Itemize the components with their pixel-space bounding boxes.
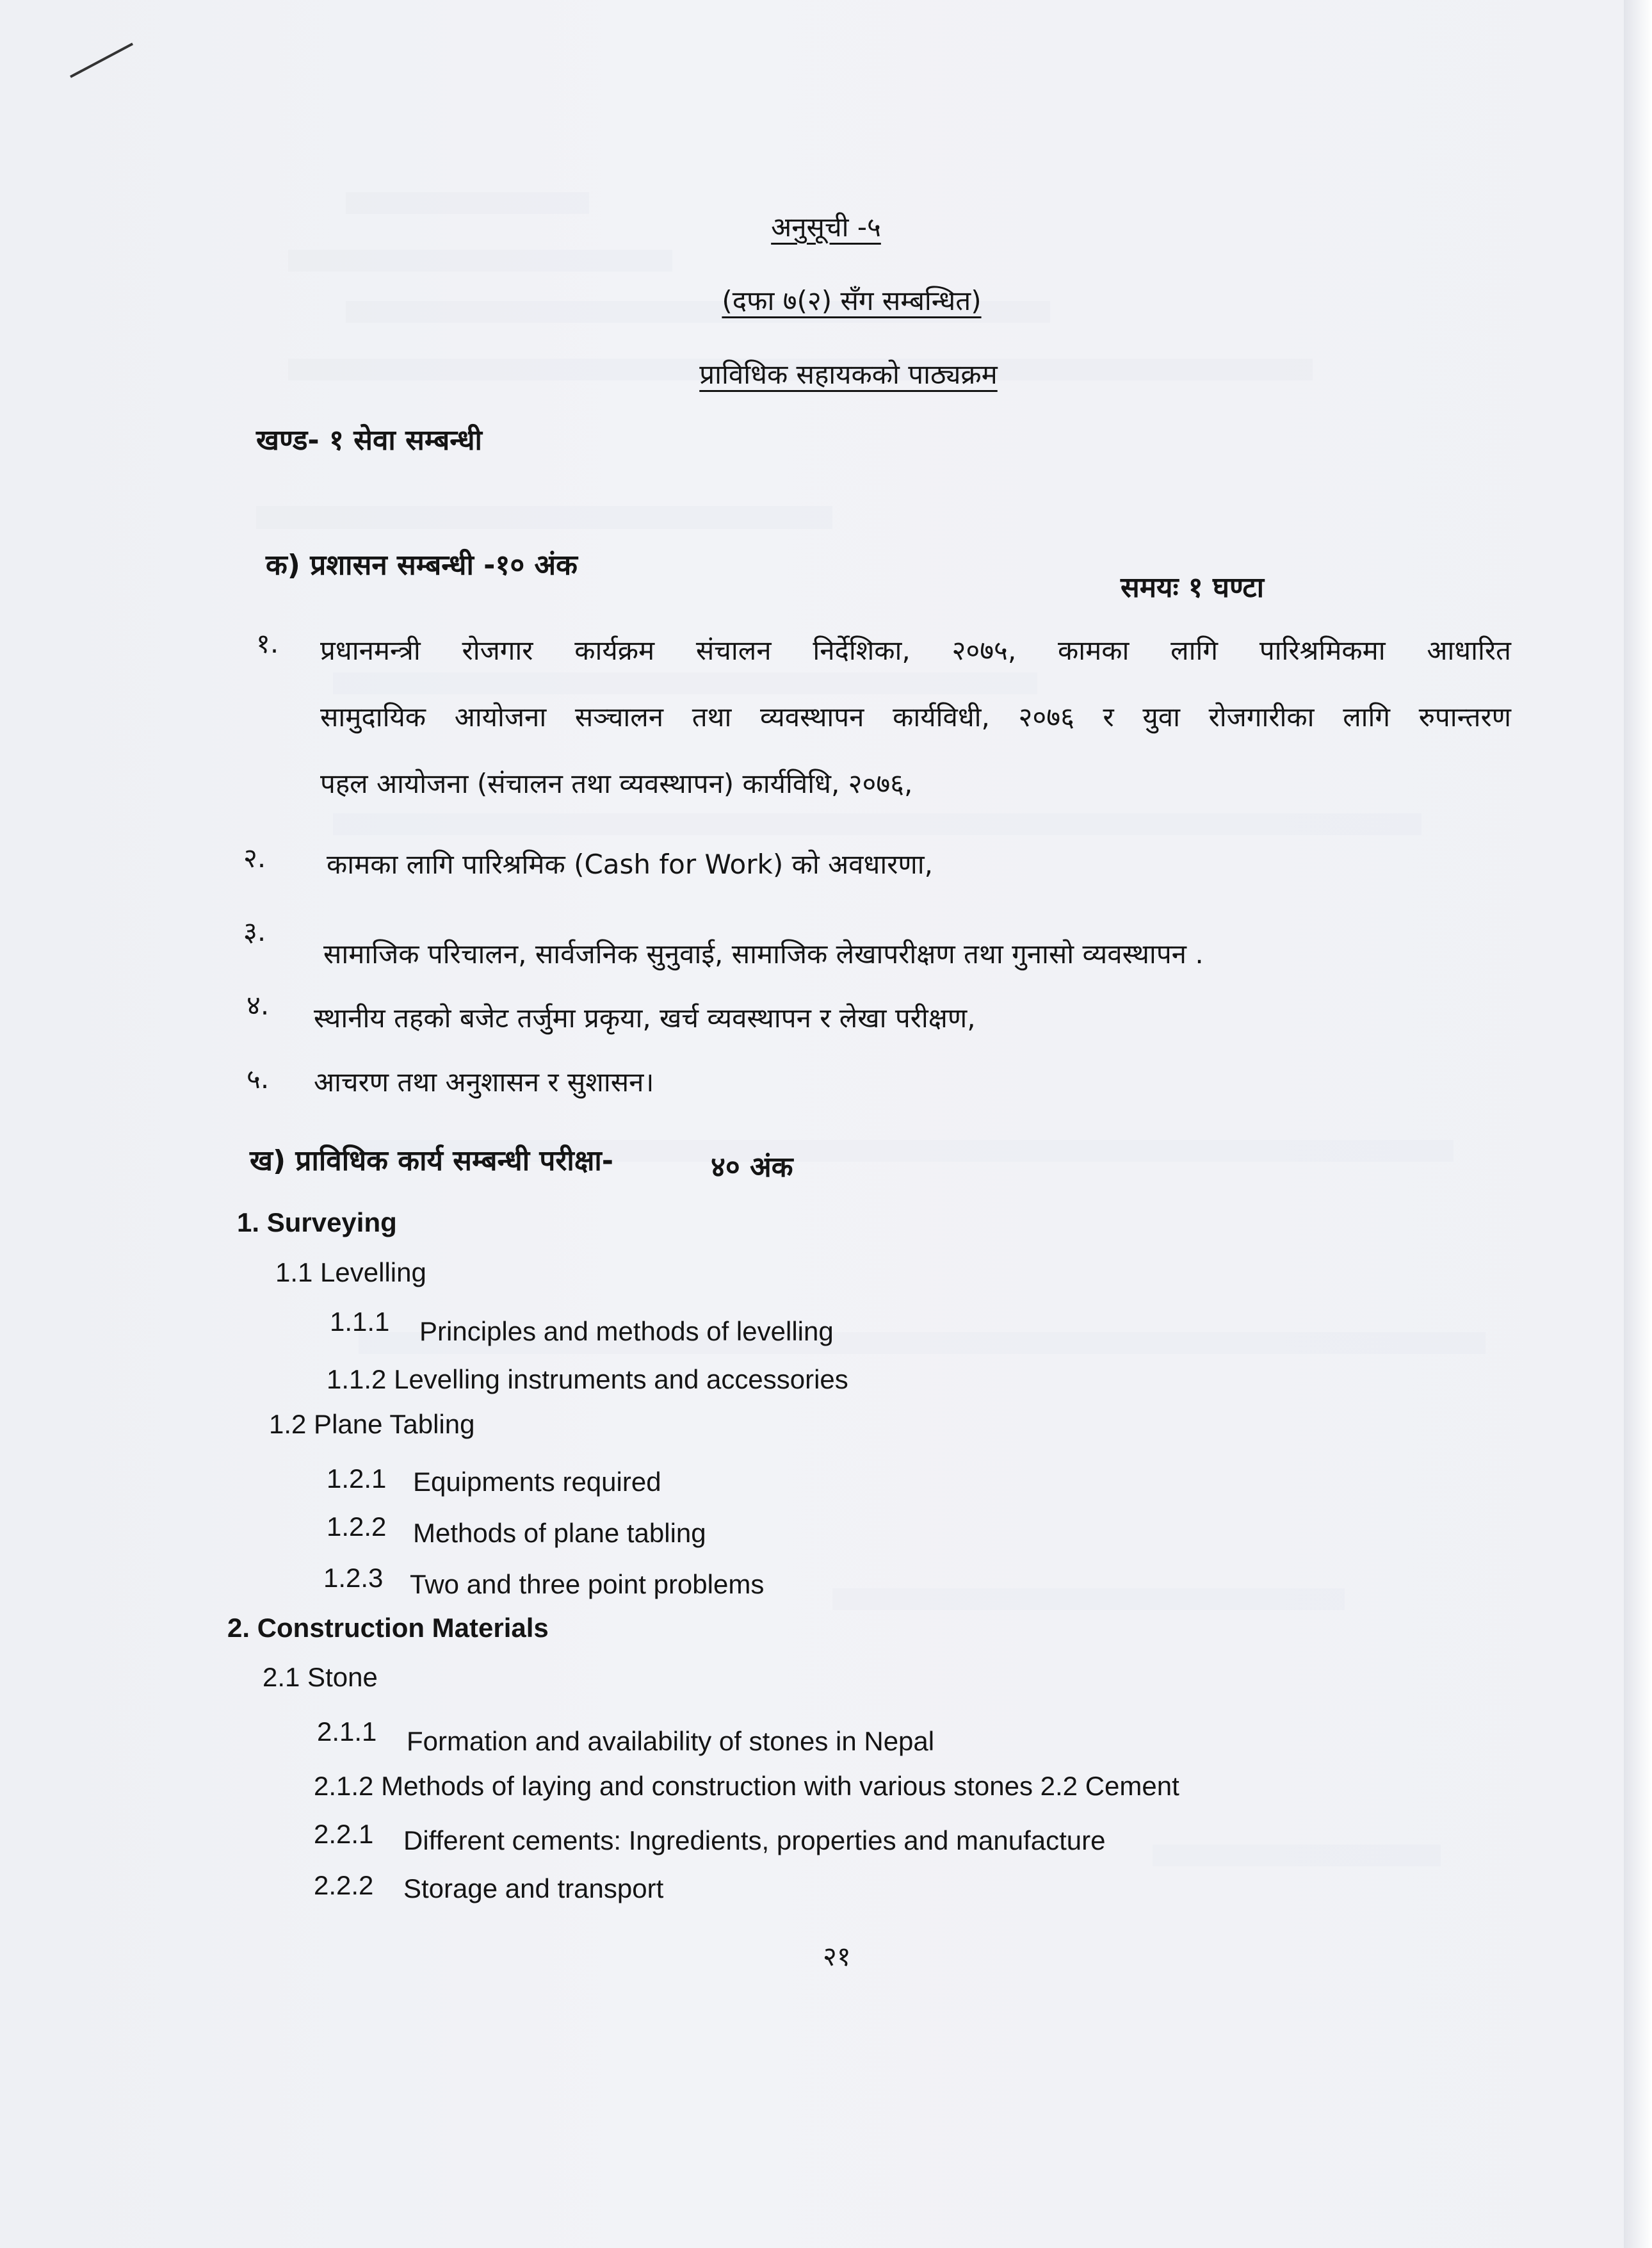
item-number: ५. — [247, 1063, 270, 1095]
section-reference — [0, 282, 1652, 318]
syllabus-heading: 2. Construction Materials — [227, 1613, 549, 1643]
bleed-through-mark — [333, 813, 1421, 835]
syllabus-item-number: 2.2.1 — [314, 1819, 374, 1849]
schedule-heading — [0, 208, 1652, 245]
schedule-heading-text: अनुसूची -५ — [771, 211, 881, 243]
syllabus-item-number: 1.2.1 — [327, 1463, 387, 1494]
section-kha-label: ख) प्राविधिक कार्य सम्बन्धी परीक्षा- — [250, 1144, 614, 1177]
curriculum-title — [0, 355, 1652, 392]
page-number: २१ — [823, 1941, 851, 1972]
item-text: स्थानीय तहको बजेट तर्जुमा प्रकृया, खर्च व्यवस्थापन र लेखा परीक्षण, — [314, 1002, 976, 1034]
syllabus-item-text: Two and three point problems — [410, 1569, 765, 1599]
item-line: पहल आयोजना (संचालन तथा व्यवस्थापन) कार्यविधि, २०७६, — [320, 768, 913, 799]
syllabus-item-number: 1.2.2 — [327, 1511, 387, 1542]
curriculum-title-text: प्राविधिक सहायकको पाठ्यक्रम — [699, 359, 998, 390]
syllabus-item-number: 2.2.2 — [314, 1870, 374, 1900]
syllabus-item-text: Principles and methods of levelling — [419, 1316, 834, 1346]
syllabus-item: 1.1.2 Levelling instruments and accessories — [327, 1364, 848, 1394]
item-number: १. — [256, 628, 279, 659]
bleed-through-mark — [288, 250, 672, 272]
syllabus-item-text: Methods of plane tabling — [413, 1518, 706, 1548]
item-number: २. — [243, 842, 266, 874]
syllabus-subheading: 1.1 Levelling — [275, 1257, 426, 1287]
syllabus-item-text: Formation and availability of stones in Nepal — [407, 1726, 935, 1756]
syllabus-item-text: Different cements: Ingredients, properties and manufacture — [403, 1825, 1106, 1855]
bleed-through-mark — [832, 1588, 1345, 1610]
item-text: सामाजिक परिचालन, सार्वजनिक सुनुवाई, सामाजिक लेखापरीक्षण तथा गुनासो व्यवस्थापन . — [323, 938, 1204, 970]
item-line: प्रधानमन्त्री रोजगार कार्यक्रम संचालन निर्देशिका, २०७५, कामका लागि पारिश्रमिकमा आधारित — [320, 635, 1511, 666]
syllabus-item-number: 2.1.1 — [317, 1716, 377, 1747]
item-number: ४. — [247, 990, 270, 1021]
syllabus-item-number: 1.2.3 — [323, 1563, 384, 1593]
item-paragraph — [320, 621, 1511, 813]
section-reference-text: (दफा ७(२) सँग सम्बन्धित) — [722, 285, 982, 316]
syllabus-item-text: Equipments required — [413, 1467, 661, 1497]
syllabus-subheading: 1.2 Plane Tabling — [269, 1409, 475, 1439]
syllabus-item: 2.1.2 Methods of laying and construction with various stones 2.2 Cement — [314, 1771, 1179, 1801]
section-ka-time: समयः १ घण्टा — [1121, 571, 1264, 604]
section-kha-marks: ४० अंक — [711, 1151, 793, 1184]
syllabus-item-text: Storage and transport — [403, 1873, 664, 1903]
item-line: सामुदायिक आयोजना सञ्चालन तथा व्यवस्थापन कार्यविधी, २०७६ र युवा रोजगारीका लागि रुपान्तरण — [320, 701, 1511, 733]
section-ka-label: क) प्रशासन सम्बन्धी -१० अंक — [266, 549, 578, 582]
page-edge-shadow — [1624, 0, 1652, 2248]
pen-mark — [70, 43, 133, 78]
item-number: ३. — [243, 916, 266, 947]
bleed-through-mark — [256, 506, 832, 529]
syllabus-item-number: 1.1.1 — [330, 1307, 390, 1337]
item-text: कामका लागि पारिश्रमिक (Cash for Work) को अवधारणा, — [327, 849, 933, 880]
syllabus-subheading: 2.1 Stone — [263, 1662, 378, 1692]
item-text: आचरण तथा अनुशासन र सुशासन। — [314, 1066, 654, 1098]
bleed-through-mark — [1153, 1845, 1441, 1866]
syllabus-heading: 1. Surveying — [237, 1207, 397, 1237]
part-one-title: खण्ड- १ सेवा सम्बन्धी — [256, 424, 482, 457]
